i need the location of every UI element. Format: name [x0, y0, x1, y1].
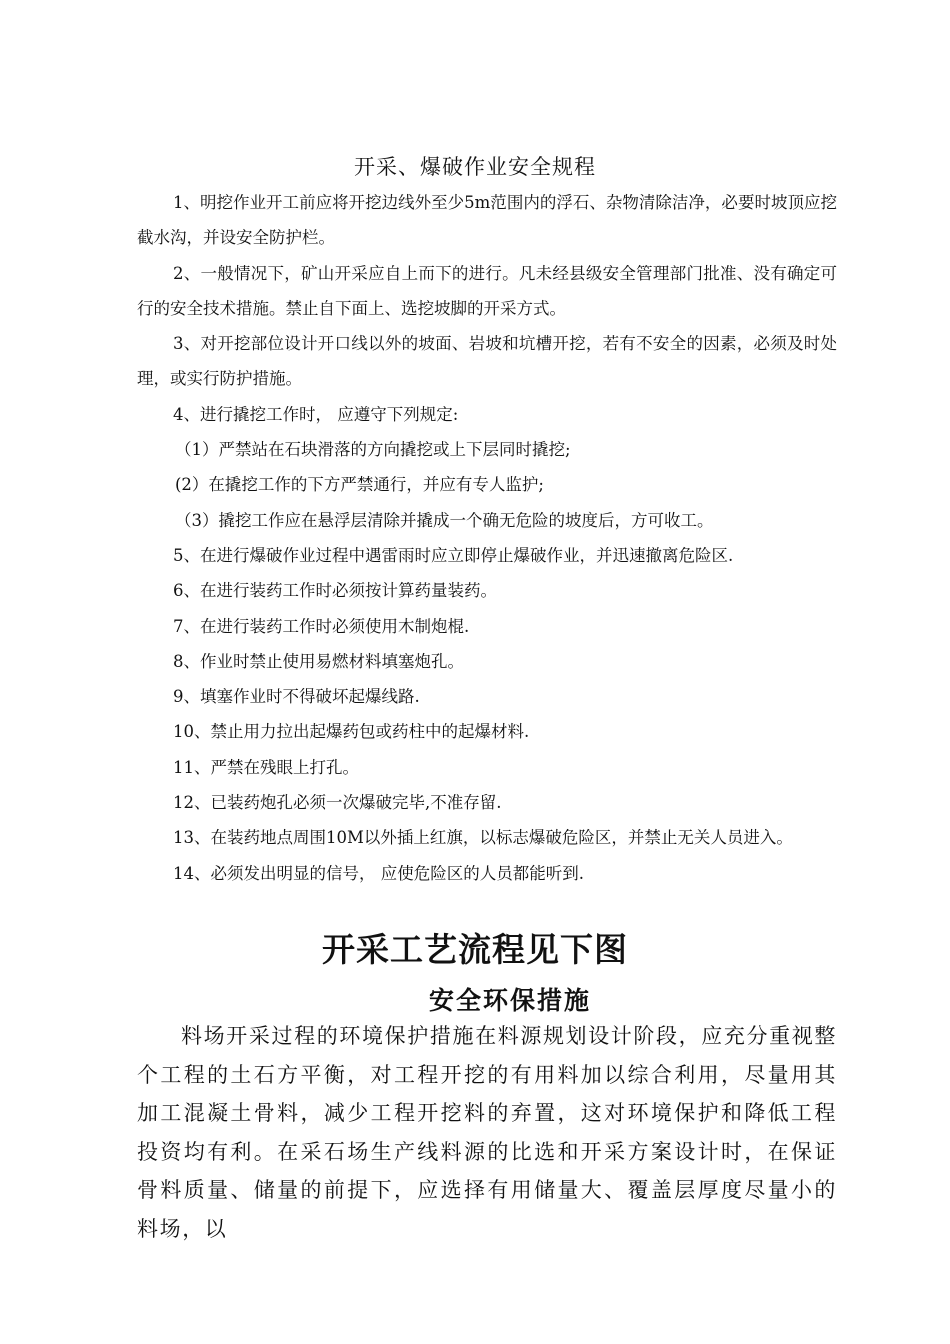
rule-subitem: （3）撬挖工作应在悬浮层清除并撬成一个确无危险的坡度后，方可收工。 [175, 510, 714, 530]
rule-item: 2、一般情况下，矿山开采应自上而下的进行。凡未经县级安全管理部门批准、没有确定可行的安全技术措施。禁止自下面上、选挖坡脚的开采方式。 [137, 263, 837, 318]
rule-item: 4、进行撬挖工作时， 应遵守下列规定: [173, 404, 459, 424]
rule-item: 10、禁止用力拉出起爆药包或药柱中的起爆材料. [173, 722, 530, 742]
rule-item: 7、在进行装药工作时必须使用木制炮棍. [173, 616, 470, 636]
rule-subitem: (2）在撬挖工作的下方严禁通行，并应有专人监护; [175, 475, 544, 495]
rule-subitem: （1）严禁站在石块滑落的方向撬挖或上下层同时撬挖; [175, 440, 571, 460]
rule-item: 3、对开挖部位设计开口线以外的坡面、岩坡和坑槽开挖，若有不安全的因素，必须及时处理，或实行防护措施。 [137, 334, 837, 389]
rule-item: 12、已装药炮孔必须一次爆破完毕,不准存留. [173, 793, 502, 813]
env-protection-heading: 安全环保措施 [429, 986, 592, 1015]
rule-item: 11、严禁在残眼上打孔。 [173, 757, 359, 777]
rule-item: 1、明挖作业开工前应将开挖边线外至少5m范围内的浮石、杂物清除洁净，必要时坡顶应挖截水沟，并设安全防护栏。 [137, 193, 837, 248]
rule-item: 8、作业时禁止使用易燃材料填塞炮孔。 [173, 651, 464, 671]
rule-item: 13、在装药地点周围10M以外插上红旗，以标志爆破危险区，并禁止无关人员进入。 [173, 828, 793, 848]
flow-diagram-heading: 开采工艺流程见下图 [322, 930, 628, 969]
env-protection-paragraph: 料场开采过程的环境保护措施在料源规划设计阶段，应充分重视整个工程的土石方平衡，对工程开挖的有用料加以综合利用，尽量用其加工混凝土骨料，减少工程开挖料的弃置，这对环境保护和降低工程投资均有利。在采石场生产线料源的比选和开采方案设计时，在保证骨料质量、储量的前提下，应选择有用储量大、覆盖层厚度尽量小的料场，以 [137, 1024, 837, 1241]
rule-item: 5、在进行爆破作业过程中遇雷雨时应立即停止爆破作业，并迅速撤离危险区. [173, 545, 734, 565]
section-heading-safety-rules: 开采、爆破作业安全规程 [354, 155, 596, 179]
rule-item: 9、填塞作业时不得破坏起爆线路. [173, 687, 420, 707]
rule-item: 6、在进行装药工作时必须按计算药量装药。 [173, 581, 497, 601]
rule-item: 14、必须发出明显的信号， 应使危险区的人员都能听到. [173, 863, 584, 883]
safety-rules-list [137, 185, 837, 891]
